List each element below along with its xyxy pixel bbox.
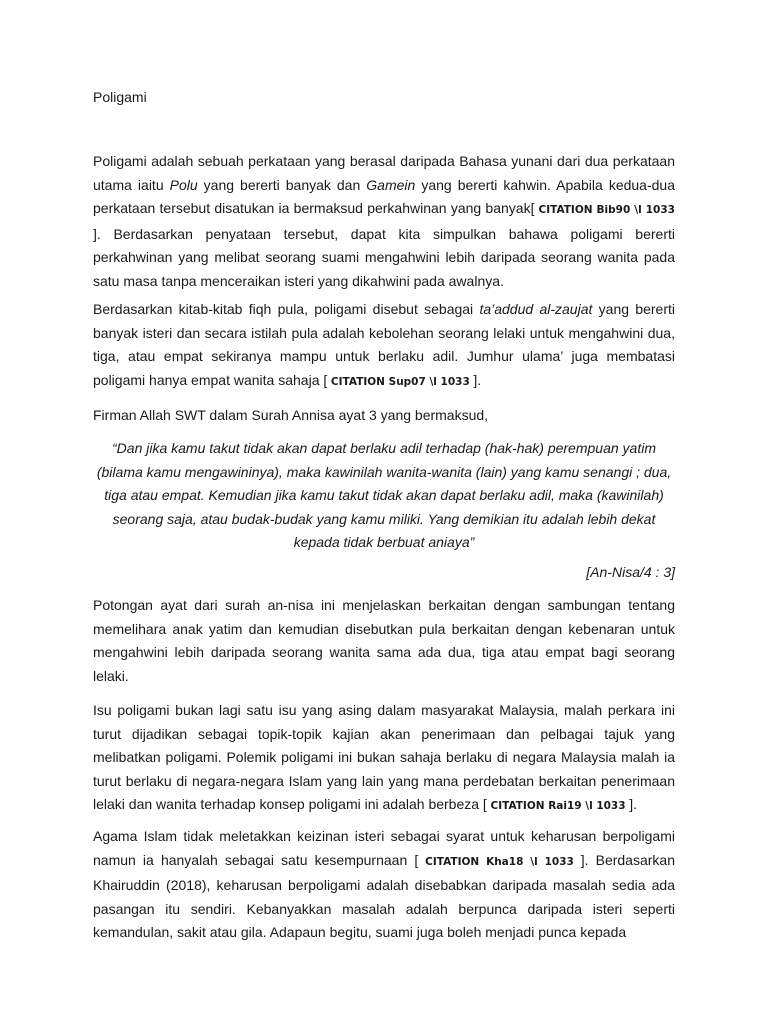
citation-sup07: CITATION Sup07 \l 1033	[327, 375, 474, 388]
p1-text-b: yang bererti banyak dan	[197, 176, 367, 193]
paragraph-definition	[93, 150, 675, 293]
paragraph-firman: Firman Allah SWT dalam Surah Annisa ayat 3 yang bermaksud,	[93, 407, 489, 423]
p1-text-c: yang bererti kahwin. Apabila kedua-dua perkataan tersebut disatukan ia bermaksud perkahwinan yang banyak[	[93, 176, 675, 216]
p1-text-a: Poligami adalah sebuah perkataan yang berasal daripada Bahasa yunani dari dua perkataan utama iaitu	[93, 153, 675, 193]
document-title: Poligami	[93, 89, 147, 105]
quran-quote: “Dan jika kamu takut tidak akan dapat berlaku adil terhadap (hak-hak) perempuan yatim (bilama kamu mengawininya), maka kawinilah wanita-wanita (lain) yang kamu senangi ; dua, tiga atau empat. Kemudian jika kamu takut tidak akan dapat berlaku adil, maka (kawinilah) seorang saja, atau budak-budak yang kamu miliki. Yang demikian itu adalah lebih dekat kepada tidak berbuat aniaya”	[96, 440, 672, 550]
citation-kha18: CITATION Kha18 \l 1033	[418, 855, 581, 868]
p1-term-gamein: Gamein	[366, 176, 416, 193]
p2-term-taaddud: ta’addud al-zaujat	[479, 301, 593, 317]
p5-text-b: ].	[629, 796, 637, 812]
paragraph-explanation: Potongan ayat dari surah an-nisa ini menjelaskan berkaitan dengan sambungan tentang memelihara anak yatim dan kemudian disebutkan pula berkaitan dengan kebenaran untuk mengahwini lebih daripada seorang wanita sama ada dua, tiga atau empat bagi seorang lelaki.	[93, 597, 675, 684]
p6-text-a: Agama Islam tidak meletakkan keizinan isteri sebagai syarat untuk keharusan berpoligami namun ia hanyalah sebagai satu kesempurnaan [	[93, 828, 675, 868]
paragraph-fiqh	[93, 298, 675, 394]
paragraph-malaysia	[93, 699, 675, 819]
p5-text-a: Isu poligami bukan lagi satu isu yang asing dalam masyarakat Malaysia, malah perkara ini turut dijadikan sebagai topik-topik kajian akan penerimaan dan pelbagai tajuk yang melibatkan poligami. Polemik poligami ini bukan sahaja berlaku di negara Malaysia malah ia turut berlaku di negara-negara Islam yang lain yang mana perdebatan berkaitan penerimaan lelaki dan wanita terhadap konsep poligami ini adalah berbeza [	[93, 702, 675, 812]
quote-reference: [An-Nisa/4 : 3]	[586, 564, 675, 580]
p2-text-c: ].	[473, 371, 482, 388]
p2-text-a: Berdasarkan kitab-kitab fiqh pula, poligami disebut sebagai	[93, 301, 480, 317]
citation-bib90: CITATION Bib90 \l 1033	[534, 204, 675, 216]
p2-text-b: yang bererti banyak isteri dan secara istilah pula adalah kebolehan seorang lelaki untuk mengahwini dua, tiga, atau empat sekiranya mampu untuk berlaku adil. Jumhur ulama’ juga membatasi poligami hanya empat wanita sahaja [	[93, 301, 675, 388]
p1-text-d: ]. Berdasarkan penyataan tersebut, dapat kita simpulkan bahawa poligami bererti perkahwinan yang melibat seorang suami mengahwini lebih daripada seorang wanita pada satu masa tanpa menceraikan isteri yang dikahwini pada awalnya.	[93, 225, 675, 289]
p6-text-b: ]. Berdasarkan Khairuddin (2018), keharusan berpoligami adalah disebabkan daripada masalah sedia ada pasangan itu sendiri. Kebanyakkan masalah adalah berpunca daripada isteri seperti kemandulan, sakit atau gila. Adapaun begitu, suami juga boleh menjadi punca kepada	[93, 851, 675, 940]
p1-term-polu: Polu	[169, 176, 198, 193]
paragraph-islam-consent	[93, 825, 675, 945]
citation-rai19: CITATION Rai19 \l 1033	[486, 800, 630, 812]
